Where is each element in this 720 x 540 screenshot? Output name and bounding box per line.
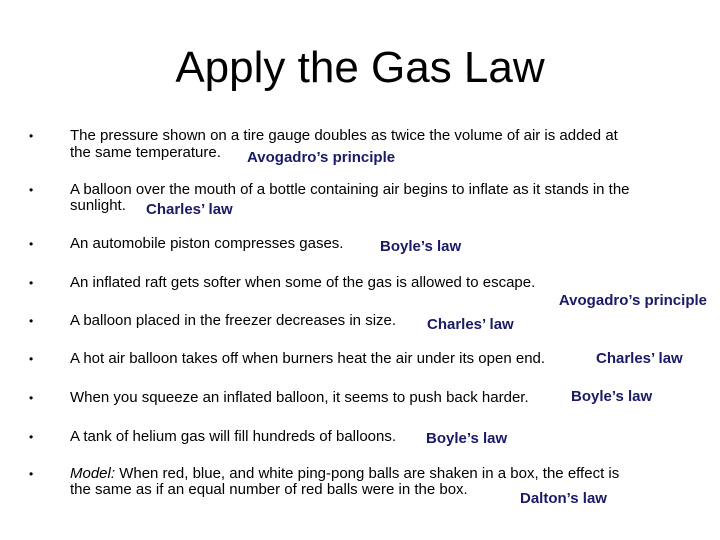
answer-7: Boyle’s law bbox=[571, 388, 653, 405]
statement-5: A balloon placed in the freezer decreases in size. bbox=[70, 312, 397, 329]
answer-5: Charles’ law bbox=[427, 316, 514, 333]
statement-9-text: When red, blue, and white ping-pong balls are shaken in a box, the effect is bbox=[115, 465, 620, 482]
statement-9-line-1 bbox=[70, 466, 619, 482]
statement-2-line-2: sunlight. bbox=[70, 197, 126, 214]
answer-8: Boyle’s law bbox=[426, 430, 508, 447]
slide-title: Apply the Gas Law bbox=[175, 43, 545, 92]
bullet-marker: • bbox=[29, 237, 34, 251]
statement-2-line-1: A balloon over the mouth of a bottle containing air begins to inflate as it stands in the bbox=[70, 181, 630, 198]
answer-9: Dalton’s law bbox=[520, 490, 607, 507]
statement-8: A tank of helium gas will fill hundreds of balloons. bbox=[70, 428, 397, 445]
statement-6: A hot air balloon takes off when burners heat the air under its open end. bbox=[70, 350, 546, 367]
bullet-marker: • bbox=[29, 276, 34, 290]
answer-3: Boyle’s law bbox=[380, 238, 462, 255]
statement-7: When you squeeze an inflated balloon, it seems to push back harder. bbox=[70, 389, 529, 406]
statement-9-line-2: the same as if an equal number of red balls were in the box. bbox=[70, 481, 468, 498]
bullet-marker: • bbox=[29, 352, 34, 366]
bullet-marker: • bbox=[29, 467, 34, 481]
bullet-marker: • bbox=[29, 430, 34, 444]
bullet-marker: • bbox=[29, 129, 34, 143]
answer-2: Charles’ law bbox=[146, 201, 233, 218]
statement-1-line-1: The pressure shown on a tire gauge doubles as twice the volume of air is added at bbox=[70, 127, 618, 144]
answer-4: Avogadro’s principle bbox=[558, 292, 707, 309]
answer-6: Charles’ law bbox=[596, 350, 683, 367]
bullet-marker: • bbox=[29, 314, 34, 328]
statement-3: An automobile piston compresses gases. bbox=[70, 235, 344, 252]
statement-4: An inflated raft gets softer when some of the gas is allowed to escape. bbox=[70, 274, 536, 291]
bullet-marker: • bbox=[29, 183, 34, 197]
bullet-marker: • bbox=[29, 391, 34, 405]
answer-1: Avogadro’s principle bbox=[247, 149, 396, 166]
statement-1-line-2: the same temperature. bbox=[70, 144, 221, 161]
model-label: Model: bbox=[70, 465, 116, 482]
